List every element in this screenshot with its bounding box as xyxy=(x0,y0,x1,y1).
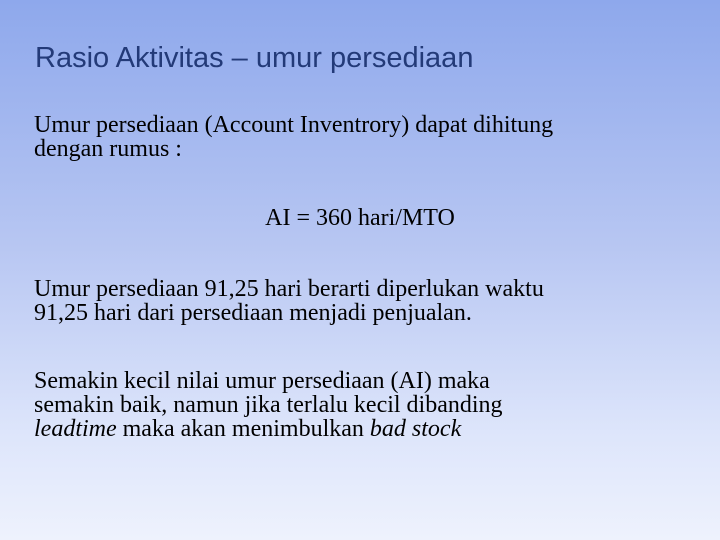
paragraph-line: Umur persediaan 91,25 hari berarti diperlukan waktu xyxy=(34,276,544,302)
slide-title: Rasio Aktivitas – umur persediaan xyxy=(35,42,474,74)
bad-stock-term: bad stock xyxy=(369,416,462,442)
paragraph-account-inventory xyxy=(34,113,704,161)
paragraph-line: Semakin kecil nilai umur persediaan (AI) maka xyxy=(34,368,490,394)
paragraph-text: maka akan menimbulkan xyxy=(116,416,370,442)
formula: AI = 360 hari/MTO xyxy=(265,205,455,231)
paragraph-line: Umur persediaan (Account Inventrory) dapat dihitung xyxy=(34,112,554,138)
paragraph-interpretation xyxy=(34,277,704,325)
paragraph-line xyxy=(34,417,704,441)
paragraph-line: 91,25 hari dari persediaan menjadi penjualan. xyxy=(34,300,472,326)
paragraph-conclusion xyxy=(34,369,704,441)
leadtime-term: leadtime xyxy=(34,416,117,442)
paragraph-line: dengan rumus : xyxy=(34,136,182,162)
paragraph-line: semakin baik, namun jika terlalu kecil dibanding xyxy=(34,392,503,418)
